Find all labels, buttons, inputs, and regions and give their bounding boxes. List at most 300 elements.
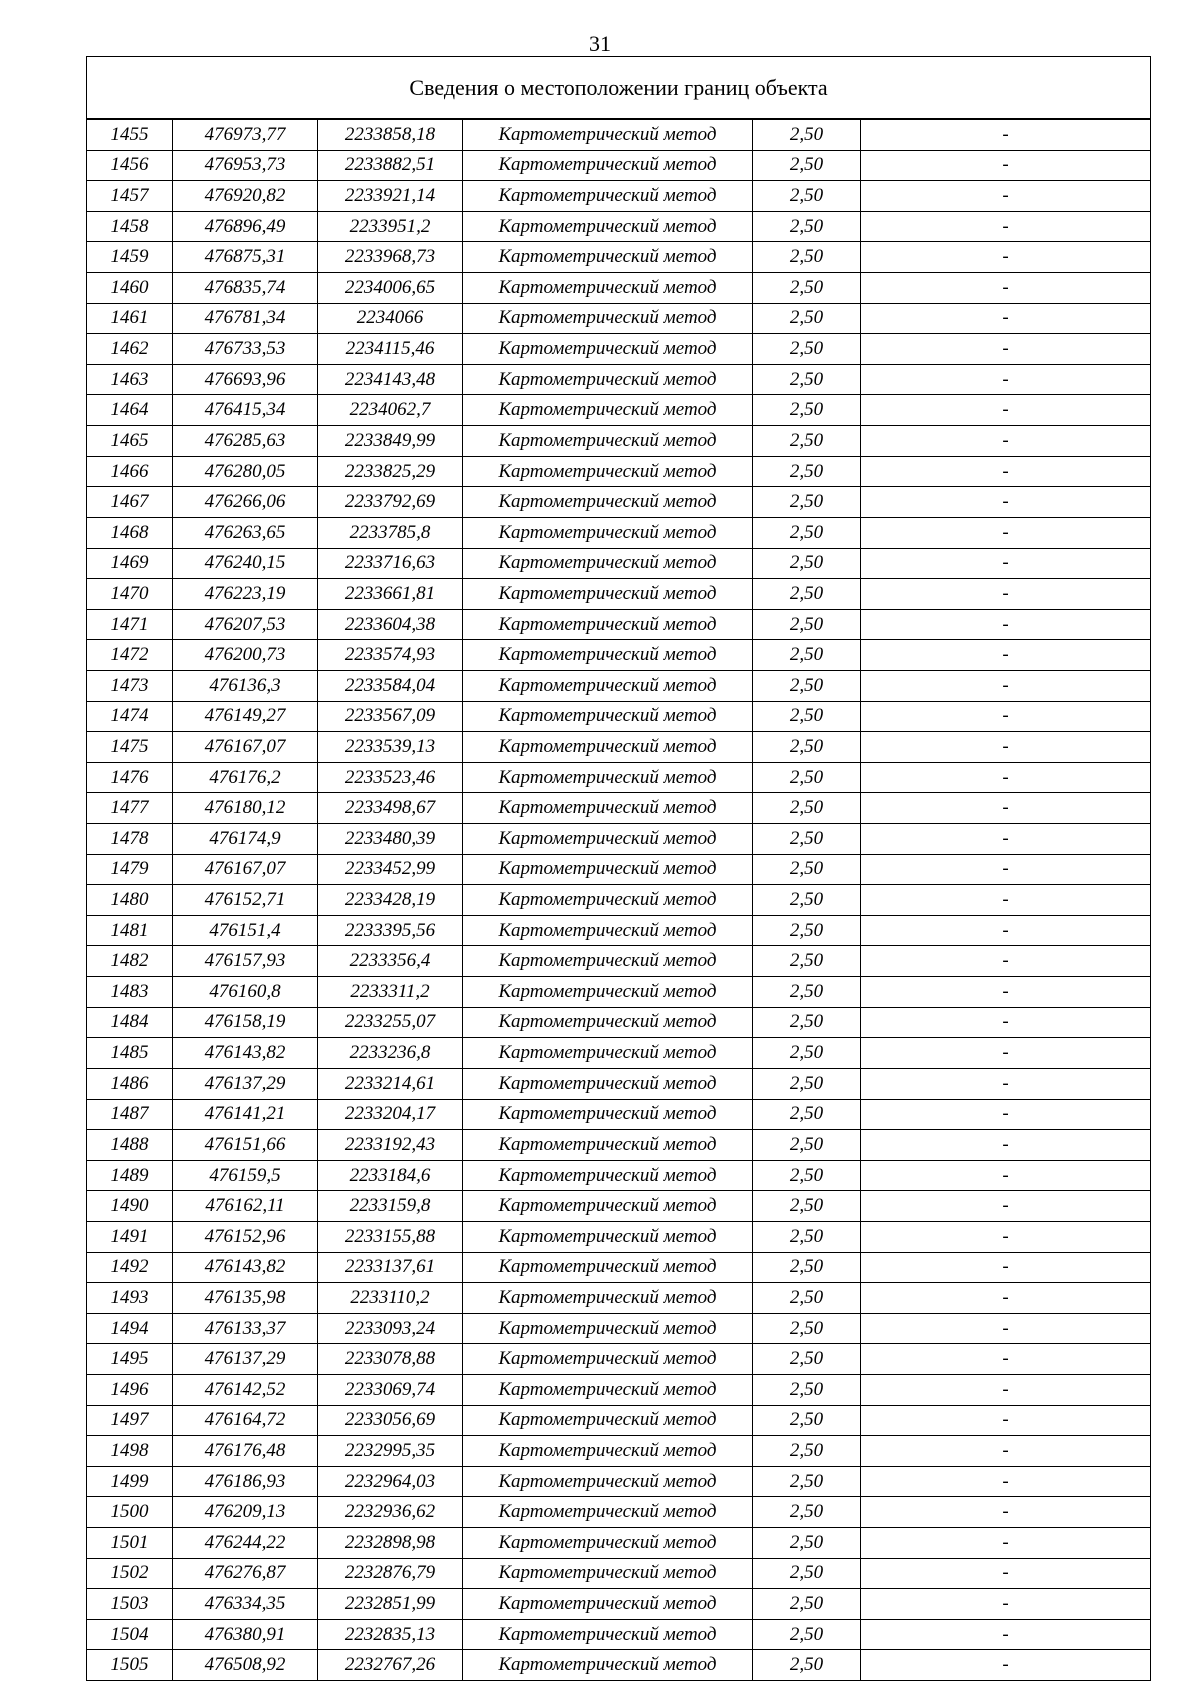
accuracy-cell: 2,50	[753, 211, 861, 242]
x-coordinate-cell: 476158,19	[173, 1007, 318, 1038]
point-number-cell: 1495	[87, 1344, 173, 1375]
description-cell: -	[861, 1344, 1151, 1375]
description-cell: -	[861, 1160, 1151, 1191]
description-cell: -	[861, 517, 1151, 548]
x-coordinate-cell: 476266,06	[173, 487, 318, 518]
method-cell: Картометрический метод	[463, 946, 753, 977]
description-cell: -	[861, 946, 1151, 977]
point-number-cell: 1476	[87, 762, 173, 793]
point-number-cell: 1486	[87, 1068, 173, 1099]
description-cell: -	[861, 732, 1151, 763]
description-cell: -	[861, 548, 1151, 579]
y-coordinate-cell: 2232835,13	[318, 1619, 463, 1650]
method-cell: Картометрический метод	[463, 793, 753, 824]
point-number-cell: 1492	[87, 1252, 173, 1283]
y-coordinate-cell: 2233356,4	[318, 946, 463, 977]
table-row	[87, 732, 1151, 763]
y-coordinate-cell: 2233792,69	[318, 487, 463, 518]
x-coordinate-cell: 476167,07	[173, 854, 318, 885]
description-cell: -	[861, 181, 1151, 212]
table-row	[87, 946, 1151, 977]
point-number-cell: 1488	[87, 1130, 173, 1161]
x-coordinate-cell: 476276,87	[173, 1558, 318, 1589]
table-row	[87, 119, 1151, 150]
table-row	[87, 1007, 1151, 1038]
accuracy-cell: 2,50	[753, 1589, 861, 1620]
description-cell: -	[861, 303, 1151, 334]
method-cell: Картометрический метод	[463, 517, 753, 548]
x-coordinate-cell: 476152,71	[173, 885, 318, 916]
accuracy-cell: 2,50	[753, 119, 861, 150]
x-coordinate-cell: 476143,82	[173, 1038, 318, 1069]
method-cell: Картометрический метод	[463, 1313, 753, 1344]
accuracy-cell: 2,50	[753, 946, 861, 977]
description-cell: -	[861, 670, 1151, 701]
point-number-cell: 1478	[87, 824, 173, 855]
x-coordinate-cell: 476176,48	[173, 1436, 318, 1467]
point-number-cell: 1499	[87, 1466, 173, 1497]
point-number-cell: 1464	[87, 395, 173, 426]
table-row	[87, 762, 1151, 793]
description-cell: -	[861, 395, 1151, 426]
x-coordinate-cell: 476280,05	[173, 456, 318, 487]
y-coordinate-cell: 2233951,2	[318, 211, 463, 242]
description-cell: -	[861, 762, 1151, 793]
accuracy-cell: 2,50	[753, 1528, 861, 1559]
y-coordinate-cell: 2233452,99	[318, 854, 463, 885]
x-coordinate-cell: 476149,27	[173, 701, 318, 732]
accuracy-cell: 2,50	[753, 1374, 861, 1405]
method-cell: Картометрический метод	[463, 1589, 753, 1620]
method-cell: Картометрический метод	[463, 1405, 753, 1436]
x-coordinate-cell: 476160,8	[173, 977, 318, 1008]
accuracy-cell: 2,50	[753, 1313, 861, 1344]
y-coordinate-cell: 2234062,7	[318, 395, 463, 426]
table-row	[87, 793, 1151, 824]
method-cell: Картометрический метод	[463, 824, 753, 855]
description-cell: -	[861, 119, 1151, 150]
description-cell: -	[861, 1528, 1151, 1559]
method-cell: Картометрический метод	[463, 1344, 753, 1375]
table-row	[87, 1374, 1151, 1405]
accuracy-cell: 2,50	[753, 1283, 861, 1314]
y-coordinate-cell: 2233661,81	[318, 579, 463, 610]
x-coordinate-cell: 476136,3	[173, 670, 318, 701]
point-number-cell: 1483	[87, 977, 173, 1008]
description-cell: -	[861, 242, 1151, 273]
x-coordinate-cell: 476186,93	[173, 1466, 318, 1497]
table-row	[87, 1130, 1151, 1161]
accuracy-cell: 2,50	[753, 1466, 861, 1497]
x-coordinate-cell: 476151,66	[173, 1130, 318, 1161]
accuracy-cell: 2,50	[753, 1405, 861, 1436]
table-row	[87, 579, 1151, 610]
description-cell: -	[861, 1466, 1151, 1497]
accuracy-cell: 2,50	[753, 1650, 861, 1681]
description-cell: -	[861, 824, 1151, 855]
description-cell: -	[861, 364, 1151, 395]
x-coordinate-cell: 476693,96	[173, 364, 318, 395]
accuracy-cell: 2,50	[753, 609, 861, 640]
table-title-row	[87, 57, 1151, 120]
accuracy-cell: 2,50	[753, 824, 861, 855]
accuracy-cell: 2,50	[753, 1068, 861, 1099]
x-coordinate-cell: 476781,34	[173, 303, 318, 334]
y-coordinate-cell: 2233480,39	[318, 824, 463, 855]
method-cell: Картометрический метод	[463, 609, 753, 640]
accuracy-cell: 2,50	[753, 1038, 861, 1069]
accuracy-cell: 2,50	[753, 885, 861, 916]
table-row	[87, 395, 1151, 426]
y-coordinate-cell: 2233056,69	[318, 1405, 463, 1436]
point-number-cell: 1493	[87, 1283, 173, 1314]
method-cell: Картометрический метод	[463, 762, 753, 793]
accuracy-cell: 2,50	[753, 915, 861, 946]
method-cell: Картометрический метод	[463, 1221, 753, 1252]
y-coordinate-cell: 2232995,35	[318, 1436, 463, 1467]
y-coordinate-cell: 2233428,19	[318, 885, 463, 916]
table-row	[87, 640, 1151, 671]
y-coordinate-cell: 2234115,46	[318, 334, 463, 365]
y-coordinate-cell: 2233825,29	[318, 456, 463, 487]
y-coordinate-cell: 2233159,8	[318, 1191, 463, 1222]
y-coordinate-cell: 2233882,51	[318, 150, 463, 181]
point-number-cell: 1481	[87, 915, 173, 946]
method-cell: Картометрический метод	[463, 1007, 753, 1038]
y-coordinate-cell: 2233110,2	[318, 1283, 463, 1314]
table-row	[87, 1344, 1151, 1375]
table-row	[87, 1099, 1151, 1130]
y-coordinate-cell: 2233858,18	[318, 119, 463, 150]
x-coordinate-cell: 476223,19	[173, 579, 318, 610]
point-number-cell: 1497	[87, 1405, 173, 1436]
table-row	[87, 915, 1151, 946]
description-cell: -	[861, 1650, 1151, 1681]
table-row	[87, 1038, 1151, 1069]
table-row	[87, 701, 1151, 732]
x-coordinate-cell: 476174,9	[173, 824, 318, 855]
y-coordinate-cell: 2233137,61	[318, 1252, 463, 1283]
accuracy-cell: 2,50	[753, 1344, 861, 1375]
table-row	[87, 1068, 1151, 1099]
point-number-cell: 1469	[87, 548, 173, 579]
accuracy-cell: 2,50	[753, 517, 861, 548]
method-cell: Картометрический метод	[463, 1191, 753, 1222]
accuracy-cell: 2,50	[753, 1436, 861, 1467]
point-number-cell: 1494	[87, 1313, 173, 1344]
table-row	[87, 609, 1151, 640]
x-coordinate-cell: 476141,21	[173, 1099, 318, 1130]
table-row	[87, 1252, 1151, 1283]
description-cell: -	[861, 1130, 1151, 1161]
accuracy-cell: 2,50	[753, 242, 861, 273]
page-number: 31	[589, 31, 611, 56]
description-cell: -	[861, 915, 1151, 946]
y-coordinate-cell: 2233192,43	[318, 1130, 463, 1161]
x-coordinate-cell: 476142,52	[173, 1374, 318, 1405]
accuracy-cell: 2,50	[753, 364, 861, 395]
table-row	[87, 150, 1151, 181]
x-coordinate-cell: 476180,12	[173, 793, 318, 824]
y-coordinate-cell: 2233604,38	[318, 609, 463, 640]
description-cell: -	[861, 1497, 1151, 1528]
x-coordinate-cell: 476152,96	[173, 1221, 318, 1252]
point-number-cell: 1465	[87, 426, 173, 457]
description-cell: -	[861, 1038, 1151, 1069]
x-coordinate-cell: 476973,77	[173, 119, 318, 150]
method-cell: Картометрический метод	[463, 426, 753, 457]
y-coordinate-cell: 2233523,46	[318, 762, 463, 793]
description-cell: -	[861, 640, 1151, 671]
y-coordinate-cell: 2234006,65	[318, 273, 463, 304]
x-coordinate-cell: 476162,11	[173, 1191, 318, 1222]
description-cell: -	[861, 1252, 1151, 1283]
y-coordinate-cell: 2232964,03	[318, 1466, 463, 1497]
point-number-cell: 1504	[87, 1619, 173, 1650]
description-cell: -	[861, 1099, 1151, 1130]
table-row	[87, 1528, 1151, 1559]
table-row	[87, 977, 1151, 1008]
y-coordinate-cell: 2233785,8	[318, 517, 463, 548]
y-coordinate-cell: 2232898,98	[318, 1528, 463, 1559]
x-coordinate-cell: 476167,07	[173, 732, 318, 763]
table-row	[87, 426, 1151, 457]
y-coordinate-cell: 2233236,8	[318, 1038, 463, 1069]
point-number-cell: 1457	[87, 181, 173, 212]
x-coordinate-cell: 476334,35	[173, 1589, 318, 1620]
table-row	[87, 1619, 1151, 1650]
description-cell: -	[861, 1283, 1151, 1314]
method-cell: Картометрический метод	[463, 1558, 753, 1589]
table-row	[87, 517, 1151, 548]
accuracy-cell: 2,50	[753, 1160, 861, 1191]
description-cell: -	[861, 211, 1151, 242]
x-coordinate-cell: 476263,65	[173, 517, 318, 548]
point-number-cell: 1470	[87, 579, 173, 610]
description-cell: -	[861, 456, 1151, 487]
x-coordinate-cell: 476207,53	[173, 609, 318, 640]
accuracy-cell: 2,50	[753, 1619, 861, 1650]
x-coordinate-cell: 476133,37	[173, 1313, 318, 1344]
method-cell: Картометрический метод	[463, 395, 753, 426]
method-cell: Картометрический метод	[463, 303, 753, 334]
accuracy-cell: 2,50	[753, 548, 861, 579]
point-number-cell: 1474	[87, 701, 173, 732]
y-coordinate-cell: 2233311,2	[318, 977, 463, 1008]
table-row	[87, 1589, 1151, 1620]
method-cell: Картометрический метод	[463, 1619, 753, 1650]
description-cell: -	[861, 1558, 1151, 1589]
y-coordinate-cell: 2233539,13	[318, 732, 463, 763]
x-coordinate-cell: 476137,29	[173, 1344, 318, 1375]
point-number-cell: 1460	[87, 273, 173, 304]
x-coordinate-cell: 476244,22	[173, 1528, 318, 1559]
table-row	[87, 548, 1151, 579]
table-row	[87, 670, 1151, 701]
y-coordinate-cell: 2233849,99	[318, 426, 463, 457]
table-row	[87, 303, 1151, 334]
description-cell: -	[861, 1436, 1151, 1467]
accuracy-cell: 2,50	[753, 334, 861, 365]
point-number-cell: 1487	[87, 1099, 173, 1130]
point-number-cell: 1468	[87, 517, 173, 548]
method-cell: Картометрический метод	[463, 242, 753, 273]
y-coordinate-cell: 2232767,26	[318, 1650, 463, 1681]
accuracy-cell: 2,50	[753, 1130, 861, 1161]
x-coordinate-cell: 476200,73	[173, 640, 318, 671]
method-cell: Картометрический метод	[463, 640, 753, 671]
x-coordinate-cell: 476508,92	[173, 1650, 318, 1681]
point-number-cell: 1479	[87, 854, 173, 885]
method-cell: Картометрический метод	[463, 732, 753, 763]
point-number-cell: 1471	[87, 609, 173, 640]
method-cell: Картометрический метод	[463, 977, 753, 1008]
table-row	[87, 1160, 1151, 1191]
x-coordinate-cell: 476875,31	[173, 242, 318, 273]
point-number-cell: 1466	[87, 456, 173, 487]
point-number-cell: 1501	[87, 1528, 173, 1559]
x-coordinate-cell: 476415,34	[173, 395, 318, 426]
description-cell: -	[861, 977, 1151, 1008]
table-row	[87, 273, 1151, 304]
point-number-cell: 1489	[87, 1160, 173, 1191]
point-number-cell: 1480	[87, 885, 173, 916]
description-cell: -	[861, 854, 1151, 885]
accuracy-cell: 2,50	[753, 1099, 861, 1130]
point-number-cell: 1455	[87, 119, 173, 150]
table-row	[87, 1313, 1151, 1344]
point-number-cell: 1463	[87, 364, 173, 395]
table-row	[87, 824, 1151, 855]
y-coordinate-cell: 2233968,73	[318, 242, 463, 273]
y-coordinate-cell: 2233921,14	[318, 181, 463, 212]
method-cell: Картометрический метод	[463, 1160, 753, 1191]
y-coordinate-cell: 2233498,67	[318, 793, 463, 824]
accuracy-cell: 2,50	[753, 487, 861, 518]
point-number-cell: 1458	[87, 211, 173, 242]
y-coordinate-cell: 2233204,17	[318, 1099, 463, 1130]
table-row	[87, 1221, 1151, 1252]
method-cell: Картометрический метод	[463, 885, 753, 916]
accuracy-cell: 2,50	[753, 579, 861, 610]
accuracy-cell: 2,50	[753, 854, 861, 885]
method-cell: Картометрический метод	[463, 1497, 753, 1528]
description-cell: -	[861, 150, 1151, 181]
point-number-cell: 1491	[87, 1221, 173, 1252]
description-cell: -	[861, 1313, 1151, 1344]
y-coordinate-cell: 2233584,04	[318, 670, 463, 701]
method-cell: Картометрический метод	[463, 456, 753, 487]
method-cell: Картометрический метод	[463, 1252, 753, 1283]
y-coordinate-cell: 2233214,61	[318, 1068, 463, 1099]
table-row	[87, 211, 1151, 242]
method-cell: Картометрический метод	[463, 181, 753, 212]
method-cell: Картометрический метод	[463, 548, 753, 579]
description-cell: -	[861, 885, 1151, 916]
point-number-cell: 1472	[87, 640, 173, 671]
table-row	[87, 1650, 1151, 1681]
accuracy-cell: 2,50	[753, 732, 861, 763]
y-coordinate-cell: 2233093,24	[318, 1313, 463, 1344]
table-row	[87, 1466, 1151, 1497]
method-cell: Картометрический метод	[463, 1068, 753, 1099]
method-cell: Картометрический метод	[463, 487, 753, 518]
y-coordinate-cell: 2232936,62	[318, 1497, 463, 1528]
point-number-cell: 1500	[87, 1497, 173, 1528]
method-cell: Картометрический метод	[463, 1374, 753, 1405]
table-row	[87, 487, 1151, 518]
description-cell: -	[861, 273, 1151, 304]
y-coordinate-cell: 2233567,09	[318, 701, 463, 732]
table-body	[87, 119, 1151, 1681]
table-row	[87, 1191, 1151, 1222]
description-cell: -	[861, 1589, 1151, 1620]
point-number-cell: 1485	[87, 1038, 173, 1069]
method-cell: Картометрический метод	[463, 1436, 753, 1467]
y-coordinate-cell: 2233574,93	[318, 640, 463, 671]
point-number-cell: 1467	[87, 487, 173, 518]
method-cell: Картометрический метод	[463, 150, 753, 181]
accuracy-cell: 2,50	[753, 1252, 861, 1283]
method-cell: Картометрический метод	[463, 211, 753, 242]
x-coordinate-cell: 476240,15	[173, 548, 318, 579]
x-coordinate-cell: 476953,73	[173, 150, 318, 181]
x-coordinate-cell: 476143,82	[173, 1252, 318, 1283]
table-row	[87, 242, 1151, 273]
description-cell: -	[861, 701, 1151, 732]
point-number-cell: 1482	[87, 946, 173, 977]
method-cell: Картометрический метод	[463, 579, 753, 610]
table-row	[87, 885, 1151, 916]
description-cell: -	[861, 1405, 1151, 1436]
accuracy-cell: 2,50	[753, 1558, 861, 1589]
point-number-cell: 1462	[87, 334, 173, 365]
description-cell: -	[861, 1619, 1151, 1650]
y-coordinate-cell: 2233255,07	[318, 1007, 463, 1038]
description-cell: -	[861, 609, 1151, 640]
method-cell: Картометрический метод	[463, 854, 753, 885]
x-coordinate-cell: 476135,98	[173, 1283, 318, 1314]
y-coordinate-cell: 2233069,74	[318, 1374, 463, 1405]
accuracy-cell: 2,50	[753, 456, 861, 487]
accuracy-cell: 2,50	[753, 303, 861, 334]
method-cell: Картометрический метод	[463, 273, 753, 304]
description-cell: -	[861, 1007, 1151, 1038]
method-cell: Картометрический метод	[463, 364, 753, 395]
x-coordinate-cell: 476151,4	[173, 915, 318, 946]
accuracy-cell: 2,50	[753, 1497, 861, 1528]
point-number-cell: 1502	[87, 1558, 173, 1589]
description-cell: -	[861, 579, 1151, 610]
method-cell: Картометрический метод	[463, 670, 753, 701]
accuracy-cell: 2,50	[753, 762, 861, 793]
x-coordinate-cell: 476920,82	[173, 181, 318, 212]
y-coordinate-cell: 2234143,48	[318, 364, 463, 395]
x-coordinate-cell: 476380,91	[173, 1619, 318, 1650]
description-cell: -	[861, 1221, 1151, 1252]
y-coordinate-cell: 2232876,79	[318, 1558, 463, 1589]
point-number-cell: 1505	[87, 1650, 173, 1681]
table-row	[87, 1558, 1151, 1589]
table-row	[87, 181, 1151, 212]
point-number-cell: 1456	[87, 150, 173, 181]
description-cell: -	[861, 334, 1151, 365]
accuracy-cell: 2,50	[753, 181, 861, 212]
x-coordinate-cell: 476835,74	[173, 273, 318, 304]
y-coordinate-cell: 2234066	[318, 303, 463, 334]
accuracy-cell: 2,50	[753, 640, 861, 671]
x-coordinate-cell: 476285,63	[173, 426, 318, 457]
